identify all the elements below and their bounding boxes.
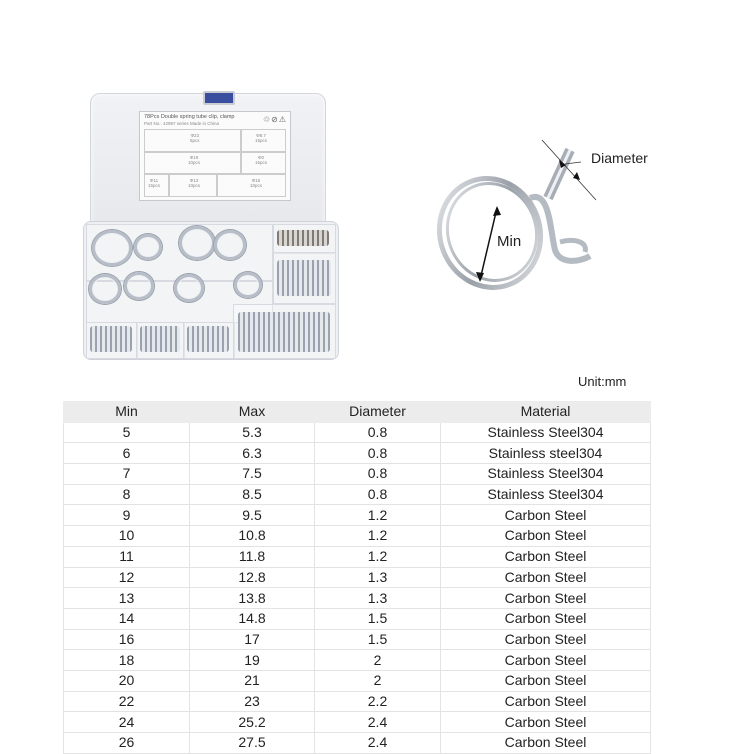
cell-diameter: 1.3 <box>315 588 441 609</box>
cell-diameter: 0.8 <box>315 464 441 485</box>
cell-material: Carbon Steel <box>441 712 651 733</box>
table-row <box>64 588 651 609</box>
prohibited-icon: ⊘ <box>271 115 279 124</box>
cell-diameter: 0.8 <box>315 422 441 443</box>
clip-ring <box>214 230 246 260</box>
cell-min: 12 <box>64 567 190 588</box>
cell-material: Carbon Steel <box>441 629 651 650</box>
min-arrow <box>480 208 497 280</box>
label-size: Φ11 15pcs <box>148 178 161 188</box>
cell-max: 12.8 <box>190 567 315 588</box>
cell-min: 14 <box>64 608 190 629</box>
cell-material: Carbon Steel <box>441 650 651 671</box>
unit-label: Unit:mm <box>578 374 627 389</box>
clip-ring <box>174 274 204 302</box>
clip-ring <box>89 274 121 304</box>
cell-diameter: 0.8 <box>315 484 441 505</box>
header-diameter: Diameter <box>315 402 441 423</box>
cell-diameter: 2.4 <box>315 712 441 733</box>
table-row <box>64 691 651 712</box>
min-label: Min <box>497 233 522 250</box>
cell-min: 6 <box>64 443 190 464</box>
cell-max: 11.8 <box>190 546 315 567</box>
label-size: Φ0 15pcs <box>255 155 268 165</box>
box-label-title: 78Pcs Double spring tube clip, clamp <box>144 114 235 120</box>
box-latch <box>203 91 235 105</box>
box-label <box>139 111 291 201</box>
cell-max: 5.3 <box>190 422 315 443</box>
cell-max: 8.5 <box>190 484 315 505</box>
clip-ring <box>179 226 215 260</box>
cell-min: 18 <box>64 650 190 671</box>
table-row <box>64 464 651 485</box>
cell-material: Stainless Steel304 <box>441 464 651 485</box>
clip-ring <box>134 234 162 260</box>
cell-min: 5 <box>64 422 190 443</box>
cell-max: 19 <box>190 650 315 671</box>
small-clips <box>277 260 331 296</box>
table-row <box>64 567 651 588</box>
cell-diameter: 1.2 <box>315 526 441 547</box>
cell-max: 13.8 <box>190 588 315 609</box>
cell-max: 9.5 <box>190 505 315 526</box>
cell-diameter: 2 <box>315 650 441 671</box>
recycle-icon: ♲ <box>262 115 272 124</box>
cell-diameter: 2 <box>315 670 441 691</box>
box-tray <box>83 221 339 360</box>
cell-max: 27.5 <box>190 733 315 754</box>
cell-max: 14.8 <box>190 608 315 629</box>
cell-max: 25.2 <box>190 712 315 733</box>
label-size: Φ19 10pcs <box>188 155 201 165</box>
table-row <box>64 712 651 733</box>
cell-material: Carbon Steel <box>441 567 651 588</box>
cell-material: Carbon Steel <box>441 588 651 609</box>
table-row <box>64 422 651 443</box>
box-lid <box>90 93 326 230</box>
cell-material: Carbon Steel <box>441 691 651 712</box>
spec-table <box>63 401 651 754</box>
small-clips <box>140 326 180 352</box>
table-row <box>64 546 651 567</box>
cell-diameter: 2.2 <box>315 691 441 712</box>
cell-max: 10.8 <box>190 526 315 547</box>
label-size: Φ23 5pcs <box>190 133 200 143</box>
small-clips <box>238 312 330 352</box>
header-min: Min <box>64 402 190 423</box>
table-row <box>64 443 651 464</box>
small-clips <box>187 326 229 352</box>
clip-ring <box>234 272 262 298</box>
table-row <box>64 484 651 505</box>
cell-diameter: 1.5 <box>315 629 441 650</box>
table-row <box>64 650 651 671</box>
table-row <box>64 733 651 754</box>
cell-diameter: 1.5 <box>315 608 441 629</box>
cell-material: Stainless Steel304 <box>441 484 651 505</box>
label-size: Φ13 10pcs <box>188 178 201 188</box>
table-row <box>64 629 651 650</box>
cell-material: Stainless Steel304 <box>441 422 651 443</box>
cell-diameter: 1.2 <box>315 546 441 567</box>
cell-max: 17 <box>190 629 315 650</box>
cell-min: 7 <box>64 464 190 485</box>
cell-material: Carbon Steel <box>441 546 651 567</box>
cell-min: 9 <box>64 505 190 526</box>
cell-min: 11 <box>64 546 190 567</box>
cell-min: 24 <box>64 712 190 733</box>
table-row <box>64 526 651 547</box>
label-size: Φ16 10pcs <box>250 178 263 188</box>
cell-material: Carbon Steel <box>441 670 651 691</box>
cell-diameter: 1.2 <box>315 505 441 526</box>
box-label-part-no: Part No.: 42997 series Made in China <box>144 121 220 126</box>
cell-min: 20 <box>64 670 190 691</box>
cell-min: 16 <box>64 629 190 650</box>
header-max: Max <box>190 402 315 423</box>
product-box-image <box>83 93 338 358</box>
cell-diameter: 0.8 <box>315 443 441 464</box>
small-clips <box>90 326 132 352</box>
header-material: Material <box>441 402 651 423</box>
box-label-icons <box>263 115 287 124</box>
cell-min: 22 <box>64 691 190 712</box>
table-row <box>64 505 651 526</box>
cell-max: 21 <box>190 670 315 691</box>
small-clips <box>277 230 329 246</box>
cell-diameter: 1.3 <box>315 567 441 588</box>
clip-ring <box>124 272 154 300</box>
cell-min: 10 <box>64 526 190 547</box>
cell-material: Carbon Steel <box>441 608 651 629</box>
warning-icon: ⚠ <box>278 115 287 124</box>
table-header-row <box>64 402 651 423</box>
cell-material: Carbon Steel <box>441 505 651 526</box>
cell-min: 8 <box>64 484 190 505</box>
cell-material: Carbon Steel <box>441 526 651 547</box>
cell-material: Stainless steel304 <box>441 443 651 464</box>
cell-min: 26 <box>64 733 190 754</box>
cell-max: 7.5 <box>190 464 315 485</box>
cell-max: 6.3 <box>190 443 315 464</box>
cell-max: 23 <box>190 691 315 712</box>
cell-material: Carbon Steel <box>441 733 651 754</box>
label-size: Φ8.7 15pcs <box>255 133 268 143</box>
cell-min: 13 <box>64 588 190 609</box>
table-row <box>64 608 651 629</box>
cell-diameter: 2.4 <box>315 733 441 754</box>
diameter-label: Diameter <box>591 150 648 166</box>
table-row <box>64 670 651 691</box>
clip-ring <box>92 230 132 266</box>
